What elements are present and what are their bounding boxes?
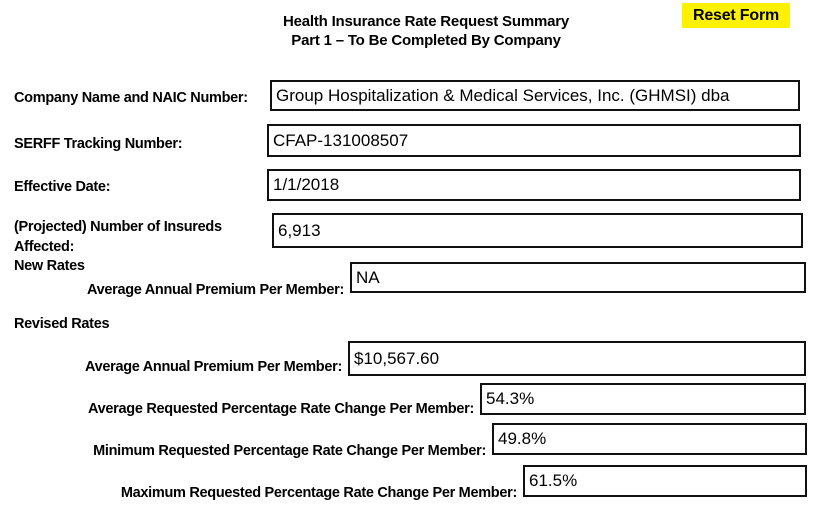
insureds-affected-input[interactable] (272, 213, 803, 248)
effective-date-input[interactable] (267, 169, 801, 201)
form-title-line1: Health Insurance Rate Request Summary (282, 13, 570, 30)
serff-tracking-label: SERFF Tracking Number: (14, 136, 183, 152)
new-avg-premium-input[interactable] (350, 262, 806, 293)
company-name-input[interactable] (270, 80, 800, 111)
min-rate-change-input[interactable] (492, 423, 807, 455)
max-rate-change-label: Maximum Requested Percentage Rate Change Per Member: (120, 485, 517, 501)
revised-rates-heading: Revised Rates (14, 316, 110, 332)
revised-avg-premium-label: Average Annual Premium Per Member: (84, 359, 342, 375)
effective-date-label: Effective Date: (14, 179, 111, 195)
reset-form-button[interactable]: Reset Form (682, 3, 790, 28)
avg-rate-change-input[interactable] (480, 383, 806, 415)
company-name-label: Company Name and NAIC Number: (14, 90, 248, 106)
revised-avg-premium-input[interactable] (348, 341, 806, 376)
insureds-affected-label: (Projected) Number of Insureds Affected: (14, 219, 222, 255)
form-title-line2: Part 1 – To Be Completed By Company (291, 32, 561, 49)
new-rates-heading: New Rates (14, 258, 85, 274)
new-avg-premium-label: Average Annual Premium Per Member: (86, 282, 344, 298)
avg-rate-change-label: Average Requested Percentage Rate Change Per Member: (88, 401, 474, 417)
serff-tracking-input[interactable] (267, 124, 801, 157)
min-rate-change-label: Minimum Requested Percentage Rate Change Per Member: (93, 443, 486, 459)
max-rate-change-input[interactable] (523, 465, 807, 497)
